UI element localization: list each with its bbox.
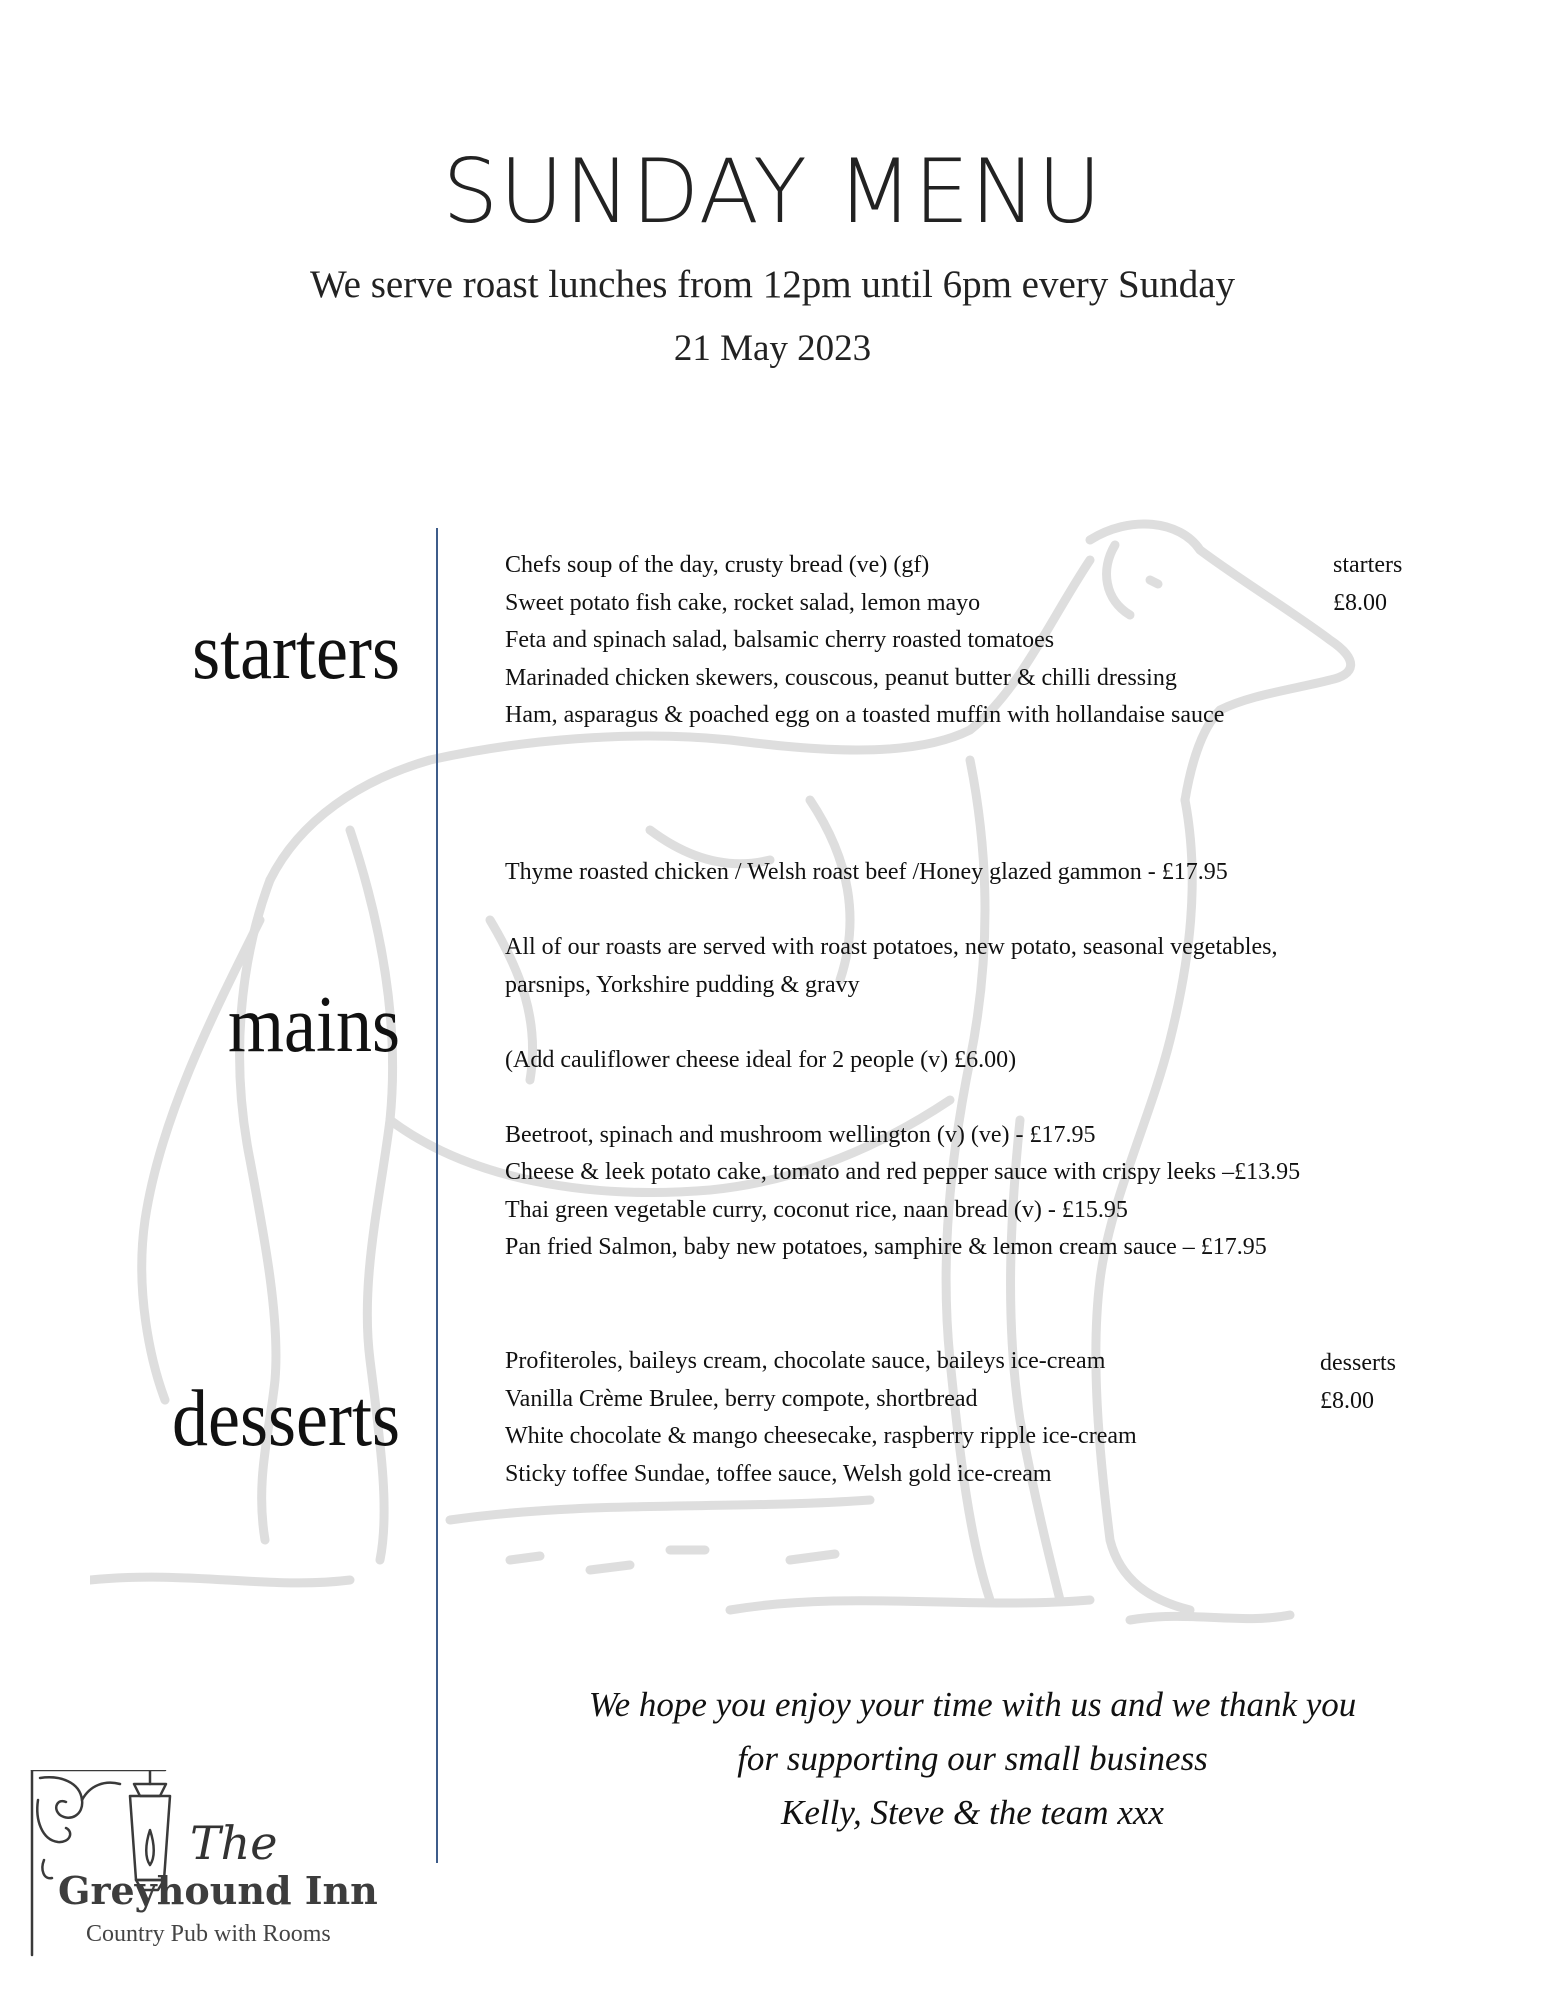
menu-date: 21 May 2023 [673, 328, 872, 369]
list-item: White chocolate & mango cheesecake, raspberry ripple ice-cream [505, 1423, 1137, 1449]
logo-the: The [190, 1816, 278, 1870]
closing-line: We hope you enjoy your time with us and we thank you [588, 1685, 1357, 1724]
list-item: Pan fried Salmon, baby new potatoes, samphire & lemon cream sauce – £17.95 [505, 1234, 1267, 1260]
list-item: (Add cauliflower cheese ideal for 2 people (v) £6.00) [505, 1046, 1017, 1073]
logo-name: Greyhound Inn [58, 1868, 378, 1913]
list-item: parsnips, Yorkshire pudding & gravy [505, 971, 860, 998]
logo-tagline: Country Pub with Rooms [86, 1921, 331, 1947]
list-item: Thyme roasted chicken / Welsh roast beef /Honey glazed gammon - £17.95 [505, 859, 1228, 885]
list-item: Sweet potato fish cake, rocket salad, lemon mayo [505, 589, 981, 616]
desserts-price: £8.00 [1320, 1387, 1374, 1414]
list-item: Vanilla Crème Brulee, berry compote, shortbread [505, 1385, 978, 1412]
list-item: Cheese & leek potato cake, tomato and red pepper sauce with crispy leeks –£13.95 [505, 1159, 1301, 1185]
list-item: Sticky toffee Sundae, toffee sauce, Welsh gold ice-cream [505, 1460, 1052, 1487]
list-item: Marinaded chicken skewers, couscous, peanut butter & chilli dressing [505, 664, 1177, 691]
desserts-price-label: desserts [1320, 1350, 1396, 1376]
list-item: Thai green vegetable curry, coconut rice, naan bread (v) - £15.95 [505, 1196, 1128, 1223]
starters-price-block [1333, 547, 1402, 622]
mains-list [505, 854, 1300, 1267]
starters-heading: starters [192, 606, 400, 696]
list-item: Beetroot, spinach and mushroom wellington (v) (ve) - £17.95 [505, 1121, 1096, 1148]
closing-signature: Kelly, Steve & the team xxx [781, 1793, 1164, 1832]
list-item: Ham, asparagus & poached egg on a toasted muffin with hollandaise sauce [505, 702, 1225, 728]
mains-heading: mains [228, 979, 400, 1069]
page-title: SUNDAY MENU [442, 140, 1103, 243]
list-item: Chefs soup of the day, crusty bread (ve) (gf) [505, 552, 930, 578]
serving-hours: We serve roast lunches from 12pm until 6pm every Sunday [309, 263, 1236, 306]
starters-price: £8.00 [1333, 589, 1387, 616]
list-item: Profiteroles, baileys cream, chocolate sauce, baileys ice-cream [505, 1348, 1106, 1374]
list-item: Feta and spinach salad, balsamic cherry roasted tomatoes [505, 627, 1055, 653]
desserts-heading: desserts [172, 1373, 400, 1463]
list-item: All of our roasts are served with roast potatoes, new potato, seasonal vegetables, [505, 934, 1278, 960]
starters-list [505, 547, 1224, 735]
desserts-price-block [1320, 1345, 1396, 1420]
starters-price-label: starters [1333, 552, 1403, 578]
section-divider [436, 528, 438, 1863]
desserts-list [505, 1343, 1137, 1493]
closing-message [440, 1678, 1505, 1840]
closing-line: for supporting our small business [737, 1739, 1208, 1778]
